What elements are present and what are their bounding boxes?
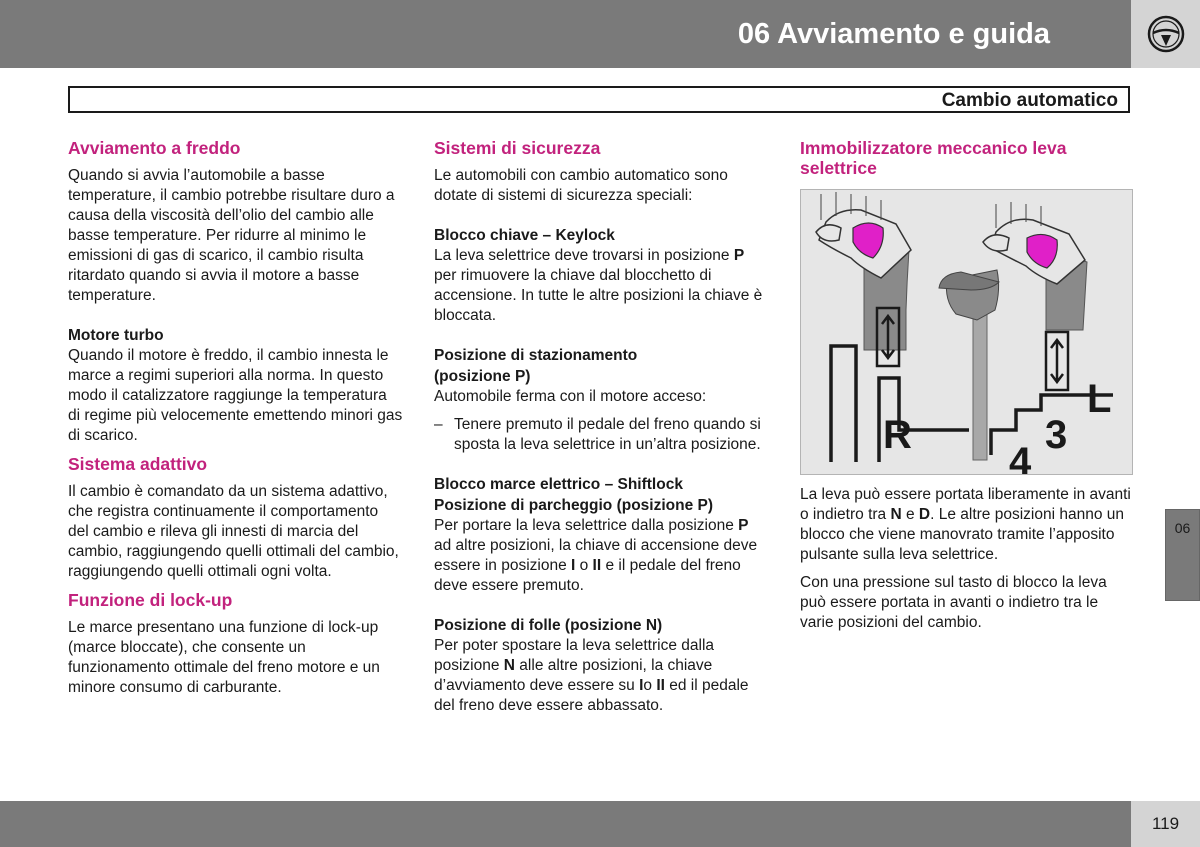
column-left bbox=[68, 138, 403, 698]
text-sistema-adattivo: Il cambio è comandato da un sistema adattivo, che registra continuamente il comportamento del cambio e rileva gli innesti di marcia del cambio, raggiungendo quelli ottimali del cambio, raggiungendo quelli ottimali ogni volta. bbox=[68, 483, 399, 580]
text-shiftlock: Per portare la leva selettrice dalla posizione P ad altre posizioni, la chiave di accensione deve essere in posizione I o II e il pedale del freno deve essere premuto. bbox=[434, 517, 758, 594]
gear-number-3: 3 bbox=[1045, 413, 1068, 457]
heading-motore-turbo: Motore turbo bbox=[68, 327, 164, 344]
list-dash: – bbox=[434, 416, 443, 433]
heading-sistema-adattivo: Sistema adattivo bbox=[68, 454, 208, 474]
heading-shiftlock-1: Blocco marce elettrico – Shiftlock bbox=[434, 476, 683, 493]
column-middle bbox=[434, 138, 770, 716]
steering-wheel-icon bbox=[1146, 14, 1186, 54]
gear-letter-l: L bbox=[1087, 377, 1112, 421]
header-icon-box bbox=[1131, 0, 1200, 68]
text-immob-1: La leva può essere portata liberamente in avanti o indietro tra N e D. Le altre posizioni hanno un blocco che viene manovrato tramite l’apposito pulsante sulla leva selettrice. bbox=[800, 486, 1131, 563]
text-motore-turbo: Quando il motore è freddo, il cambio innesta le marce a regimi superiori alla norma. In questo modo il catalizzatore raggiunge la temperatura di regime più velocemente emettendo minori gas di scarico. bbox=[68, 347, 403, 444]
column-right bbox=[800, 138, 1133, 633]
text-keylock: La leva selettrice deve trovarsi in posizione P per rimuovere la chiave dal blocchetto di accensione. In tutte le altre posizioni la chiave è bloccata. bbox=[434, 247, 763, 324]
chapter-title: 06 Avviamento e guida bbox=[737, 18, 1050, 50]
heading-keylock: Blocco chiave – Keylock bbox=[434, 227, 615, 244]
text-lock-up: Le marce presentano una funzione di lock-up (marce bloccate), che consente un funzionamento ottimale del freno motore e un minore consumo di carburante. bbox=[68, 619, 380, 696]
section-title: Cambio automatico bbox=[941, 90, 1118, 111]
page-number-box bbox=[1131, 801, 1200, 847]
heading-stazionamento-1: Posizione di stazionamento bbox=[434, 347, 638, 364]
text-avviamento-freddo: Quando si avvia l’automobile a basse temperature, il cambio potrebbe risultare duro a causa della viscosità dell’olio del cambio alle basse temperature. Per ridurre al minimo le emissioni di gas di scarico, il cambio risulta ritardato quando si avvia il motore a basse temperature. bbox=[68, 167, 395, 304]
heading-folle: Posizione di folle (posizione N) bbox=[434, 617, 663, 634]
heading-immobilizzatore: Immobilizzatore meccanico leva selettrice bbox=[800, 138, 1067, 178]
heading-lock-up: Funzione di lock-up bbox=[68, 590, 233, 610]
heading-shiftlock-2: Posizione di parcheggio (posizione P) bbox=[434, 497, 714, 514]
gear-letter-r: R bbox=[883, 413, 912, 457]
list-item bbox=[434, 415, 770, 455]
text-folle: Per poter spostare la leva selettrice dalla posizione N alle altre posizioni, la chiave d’avviamento deve essere su Io II ed il pedale del freno deve essere abbassato. bbox=[434, 637, 749, 714]
section-bar bbox=[68, 86, 1130, 113]
text-immob-2: Con una pressione sul tasto di blocco la leva può essere portata in avanti o indietro tra le varie posizioni del cambio. bbox=[800, 574, 1107, 631]
page-number: 119 bbox=[1151, 814, 1180, 833]
footer-band bbox=[0, 801, 1131, 847]
text-sistemi-sicurezza: Le automobili con cambio automatico sono dotate di sistemi di sicurezza speciali: bbox=[434, 167, 728, 204]
heading-stazionamento-2: (posizione P) bbox=[434, 368, 531, 385]
header-band bbox=[0, 0, 1131, 68]
chapter-tab bbox=[1165, 509, 1200, 601]
text-stazionamento: Automobile ferma con il motore acceso: bbox=[434, 388, 707, 405]
heading-sistemi-sicurezza: Sistemi di sicurezza bbox=[434, 138, 601, 158]
chapter-tab-label: 06 bbox=[1174, 520, 1191, 536]
heading-avviamento-freddo: Avviamento a freddo bbox=[68, 138, 241, 158]
gear-lever-illustration bbox=[800, 189, 1133, 475]
list-item-text: Tenere premuto il pedale del freno quando si sposta la leva selettrice in un’altra posizione. bbox=[454, 416, 761, 453]
gear-number-4: 4 bbox=[1009, 440, 1032, 476]
